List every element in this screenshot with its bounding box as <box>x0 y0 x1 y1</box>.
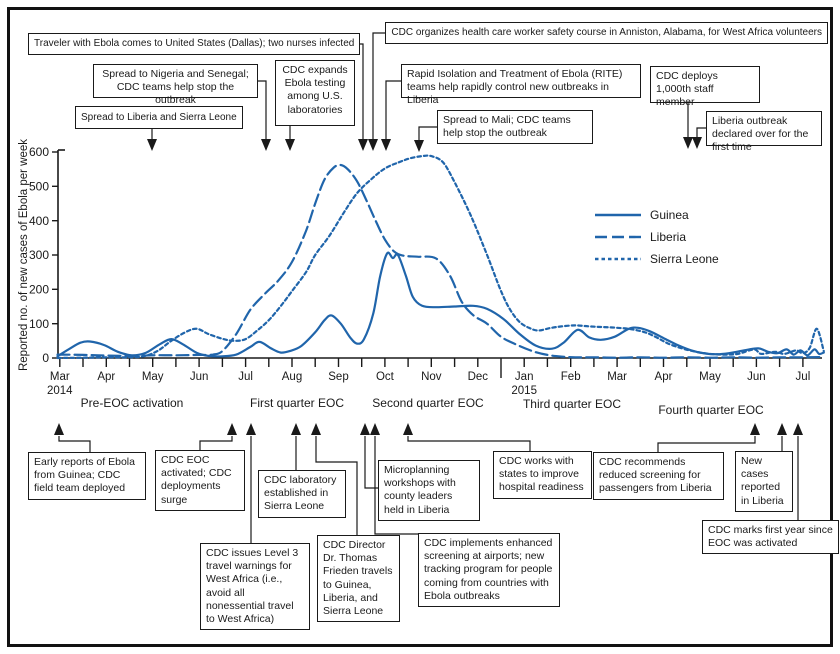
connector-liberia-declared-over <box>697 128 706 137</box>
annotation-enhanced-screening: CDC implements enhanced screening at airports; new tracking program for people coming from countries with Ebola outbreaks <box>418 533 560 607</box>
annotation-frieden-travels: CDC Director Dr. Thomas Frieden travels to Guinea, Liberia, and Sierra Leone <box>317 535 400 622</box>
phase-label-second-quarter-eoc: Second quarter EOC <box>372 396 484 410</box>
x-year-label: 2014 <box>47 385 73 397</box>
arrowhead-mali <box>414 140 424 152</box>
annotation-expands-testing: CDC expands Ebola testing among U.S. laboratories <box>275 60 355 126</box>
arrowhead-level3-travel <box>246 423 256 435</box>
annotation-new-cases-liberia: New cases reported in Liberia <box>735 451 793 512</box>
annotation-mali: Spread to Mali; CDC teams help stop the outbreak <box>437 110 593 144</box>
arrowhead-expands-testing <box>285 139 295 151</box>
annotation-anniston: CDC organizes health care worker safety course in Anniston, Alabama, for West Africa volunteers <box>385 22 828 44</box>
y-tick-label: 0 <box>42 351 49 366</box>
legend-item-sierra-leone <box>595 248 719 270</box>
connector-microplanning <box>365 436 378 488</box>
connector-dallas <box>355 44 363 140</box>
arrowhead-early-reports <box>54 423 64 435</box>
annotation-liberia-sierra-leone: Spread to Liberia and Sierra Leone <box>75 106 243 129</box>
annotation-eoc-activated: CDC EOC activated; CDC deployments surge <box>155 450 245 511</box>
annotation-nigeria-senegal: Spread to Nigeria and Senegal; CDC teams help stop the outbreak <box>93 64 258 98</box>
y-tick-label: 400 <box>28 213 49 228</box>
arrowhead-liberia-sierra-leone <box>147 139 157 151</box>
x-month-label: Jun <box>189 371 209 383</box>
x-month-label: Apr <box>97 371 116 383</box>
x-month-label: Mar <box>49 371 70 383</box>
x-month-label: Aug <box>281 371 303 383</box>
arrowhead-anniston <box>368 139 378 151</box>
phase-label-fourth-quarter-eoc: Fourth quarter EOC <box>658 403 764 417</box>
x-month-label: Feb <box>560 371 581 383</box>
x-year-label: 2015 <box>511 385 537 397</box>
arrowhead-liberia-declared-over <box>692 137 702 149</box>
annotation-level3-travel: CDC issues Level 3 travel warnings for West Africa (i.e., avoid all nonessential travel to West Africa) <box>200 543 310 630</box>
arrowhead-new-cases-liberia <box>777 423 787 435</box>
x-month-label: May <box>141 371 164 383</box>
arrowhead-marks-first-year <box>793 423 803 435</box>
connector-hospital-readiness <box>408 436 530 451</box>
arrowhead-deploys-1000th <box>683 137 693 149</box>
legend <box>595 204 719 270</box>
connector-mali <box>419 127 437 141</box>
x-month-label: Dec <box>467 371 489 383</box>
phase-label-pre-eoc-activation: Pre-EOC activation <box>80 396 184 410</box>
x-month-label: Jul <box>795 371 811 383</box>
annotation-early-reports: Early reports of Ebola from Guinea; CDC field team deployed <box>28 452 146 500</box>
x-month-label: Jan <box>514 371 534 383</box>
connector-eoc-activated <box>200 436 232 450</box>
annotation-hospital-readiness: CDC works with states to improve hospital readiness <box>493 451 592 499</box>
legend-line-sample <box>595 234 641 240</box>
legend-item-guinea <box>595 204 719 226</box>
annotation-deploys-1000th: CDC deploys 1,000th staff member <box>650 66 760 103</box>
y-tick-label: 500 <box>28 179 49 194</box>
connector-early-reports <box>59 436 90 452</box>
annotation-marks-first-year: CDC marks first year since EOC was activated <box>702 520 839 554</box>
annotation-dallas: Traveler with Ebola comes to United States (Dallas); two nurses infected <box>28 33 360 55</box>
legend-line-sample <box>595 256 641 262</box>
arrowhead-microplanning <box>360 423 370 435</box>
annotation-rite-teams: Rapid Isolation and Treatment of Ebola (RITE) teams help rapidly control new outbreaks in Liberia <box>401 64 641 98</box>
y-tick-label: 300 <box>28 248 49 263</box>
y-tick-label: 100 <box>28 316 49 331</box>
legend-label: Sierra Leone <box>650 252 719 266</box>
arrowhead-rite-teams <box>381 139 391 151</box>
phase-label-third-quarter-eoc: Third quarter EOC <box>522 397 622 411</box>
phase-label-first-quarter-eoc: First quarter EOC <box>249 396 345 410</box>
x-month-label: Oct <box>375 371 394 383</box>
annotation-liberia-declared-over: Liberia outbreak declared over for the first time <box>706 111 822 146</box>
connector-anniston <box>373 33 396 140</box>
arrowhead-dallas <box>358 139 368 151</box>
arrowhead-reduced-screening <box>750 423 760 435</box>
arrowhead-frieden-travels <box>311 423 321 435</box>
arrowhead-nigeria-senegal <box>261 139 271 151</box>
x-month-label: Jul <box>238 371 253 383</box>
legend-line-sample <box>595 212 641 218</box>
x-month-label: Jun <box>747 371 766 383</box>
y-axis-title: Reported no. of new cases of Ebola per week <box>18 138 30 372</box>
annotation-reduced-screening: CDC recommends reduced screening for passengers from Liberia <box>593 452 724 500</box>
x-month-label: May <box>699 371 721 383</box>
arrowhead-lab-sierra-leone <box>291 423 301 435</box>
annotation-microplanning: Microplanning workshops with county leaders held in Liberia <box>378 460 480 521</box>
legend-label: Liberia <box>650 230 687 244</box>
y-tick-label: 200 <box>28 282 49 297</box>
legend-label: Guinea <box>650 208 689 222</box>
x-month-label: Apr <box>654 371 673 383</box>
connector-reduced-screening <box>658 436 755 452</box>
x-month-label: Mar <box>607 371 628 383</box>
x-month-label: Nov <box>421 371 442 383</box>
arrowhead-eoc-activated <box>227 423 237 435</box>
arrowhead-enhanced-screening <box>370 423 380 435</box>
connector-rite-teams <box>386 81 401 140</box>
annotation-lab-sierra-leone: CDC laboratory established in Sierra Leone <box>258 470 346 518</box>
connector-nigeria-senegal <box>258 81 266 140</box>
y-tick-label: 600 <box>28 145 49 160</box>
legend-item-liberia <box>595 226 719 248</box>
x-month-label: Sep <box>328 371 349 383</box>
arrowhead-hospital-readiness <box>403 423 413 435</box>
